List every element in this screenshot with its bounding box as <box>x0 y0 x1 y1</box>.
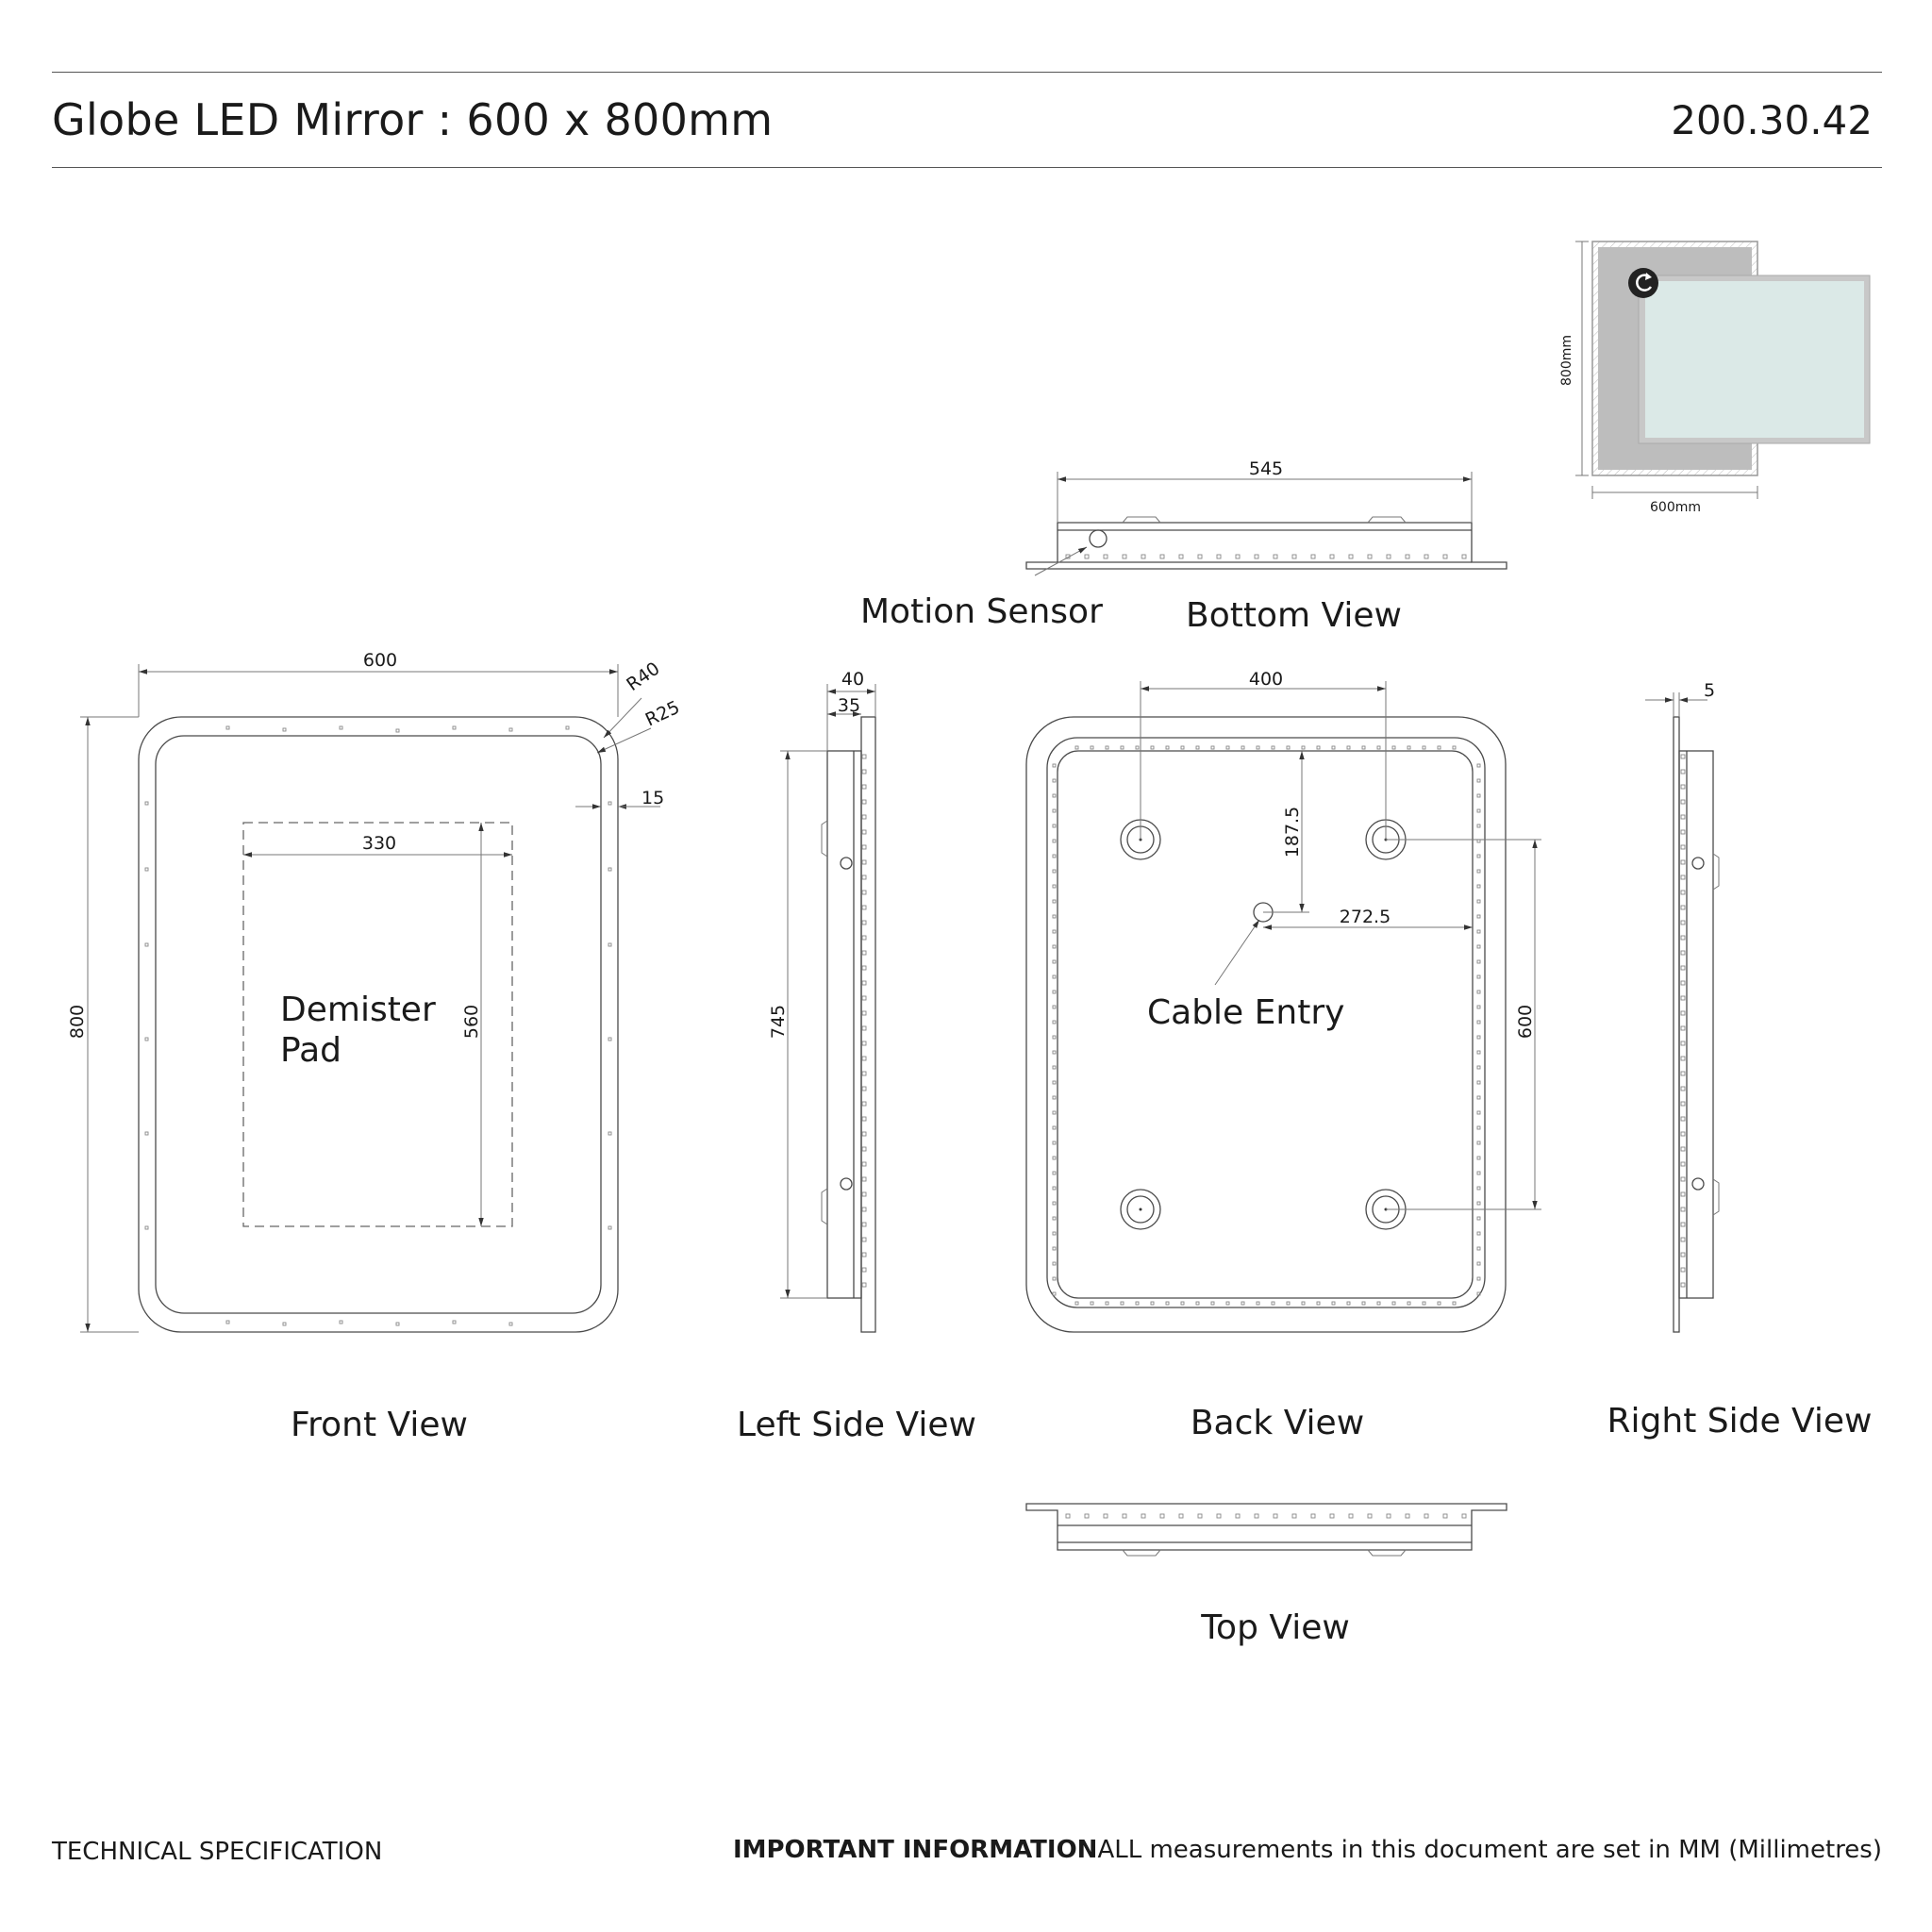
dim-back-400: 400 <box>1248 669 1284 690</box>
rotate-icon <box>1628 268 1658 298</box>
product-code: 200.30.42 <box>1671 97 1873 143</box>
left-side-view-label: Left Side View <box>737 1406 976 1444</box>
dim-545: 545 <box>1248 458 1284 479</box>
dim-pad-height: 560 <box>461 1004 482 1040</box>
dim-border-15: 15 <box>641 788 665 808</box>
dim-pad-width: 330 <box>361 833 397 854</box>
dim-back-272: 272.5 <box>1339 907 1391 927</box>
dim-side-745: 745 <box>768 1004 789 1040</box>
right-side-view-drawing <box>1674 717 1719 1332</box>
back-view-label: Back View <box>1190 1404 1365 1442</box>
thumbnail-render <box>1575 242 1870 499</box>
dim-r25: R25 <box>641 696 684 731</box>
thumb-width-label: 600mm <box>1650 500 1701 515</box>
dim-side-35: 35 <box>837 695 861 716</box>
page-title: Globe LED Mirror : 600 x 800mm <box>52 94 774 145</box>
bottom-view-drawing <box>1026 517 1507 569</box>
dim-front-height: 800 <box>67 1004 88 1040</box>
motion-sensor-label: Motion Sensor <box>860 592 1103 631</box>
right-side-view-label: Right Side View <box>1607 1402 1873 1441</box>
demister-label-line1: Demister <box>280 991 436 1029</box>
footer-technical-specification: TECHNICAL SPECIFICATION <box>52 1838 383 1866</box>
dim-right-5: 5 <box>1704 680 1716 701</box>
dim-back-600: 600 <box>1515 1004 1536 1040</box>
top-view-label: Top View <box>1201 1608 1350 1647</box>
front-view-label: Front View <box>291 1406 468 1444</box>
demister-label-line2: Pad <box>280 1031 342 1070</box>
top-view-drawing <box>1026 1504 1507 1556</box>
dim-side-40: 40 <box>841 669 865 690</box>
dim-r40: R40 <box>623 658 664 696</box>
left-side-view-drawing <box>822 717 875 1332</box>
bottom-view-label: Bottom View <box>1186 596 1402 635</box>
measurement-note: ALL measurements in this document are set in MM (Millimetres) <box>1097 1836 1882 1864</box>
important-label: IMPORTANT INFORMATION <box>732 1836 1098 1864</box>
cable-entry-label: Cable Entry <box>1147 993 1345 1032</box>
footer-important-information <box>733 1836 1882 1864</box>
dim-front-width: 600 <box>362 650 398 671</box>
dim-back-187: 187.5 <box>1282 806 1303 858</box>
thumb-height-label: 800mm <box>1559 335 1574 386</box>
